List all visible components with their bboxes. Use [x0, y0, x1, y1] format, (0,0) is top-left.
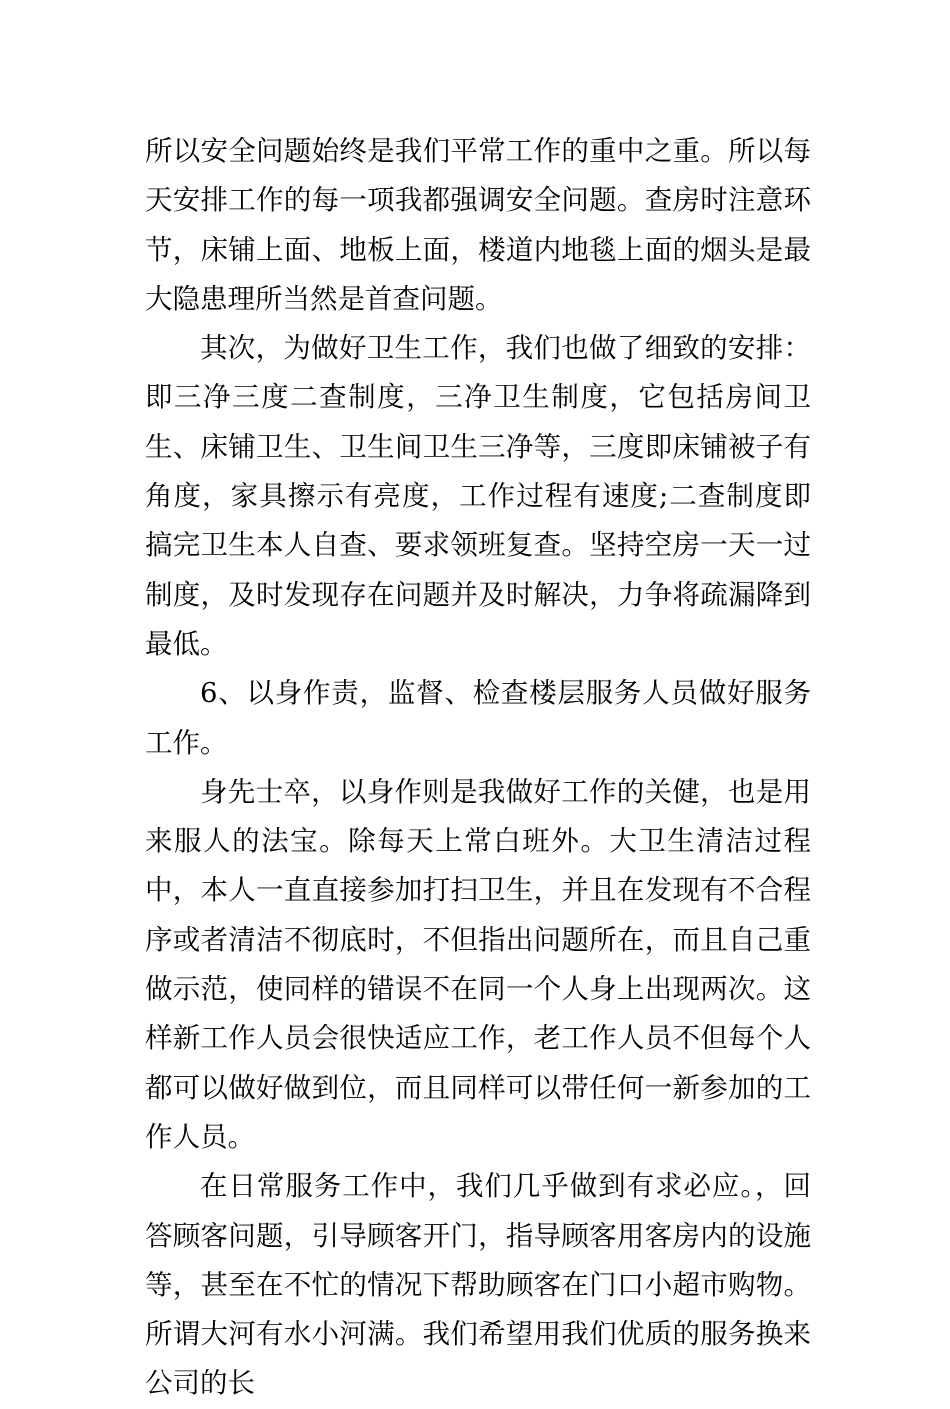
- document-body: [145, 127, 811, 1409]
- paragraph-hygiene-system: 其次，为做好卫生工作，我们也做了细致的安排：即三净三度二查制度，三净卫生制度，它包括房间卫生、床铺卫生、卫生间卫生三净等，三度即床铺被子有角度，家具擦示有亮度，工作过程有速度;二查制度即搞完卫生本人自查、要求领班复查。坚持空房一天一过制度，及时发现存在问题并及时解决，力争将疏漏降到最低。: [145, 332, 811, 660]
- paragraph-item-6-heading: 6、以身作责，监督、检查楼层服务人员做好服务工作。: [145, 677, 811, 759]
- paragraph-lead-by-example: 身先士卒，以身作则是我做好工作的关健，也是用来服人的法宝。除每天上常白班外。大卫生清洁过程中，本人一直直接参加打扫卫生，并且在发现有不合程序或者清洁不彻底时，不但指出问题所在，而且自己重做示范，使同样的错误不在同一个人身上出现两次。这样新工作人员会很快适应工作，老工作人员不但每个人都可以做好做到位，而且同样可以带任何一新参加的工作人员。: [145, 775, 811, 1153]
- paragraph-daily-service: 在日常服务工作中，我们几乎做到有求必应。，回答顾客问题，引导顾客开门，指导顾客用客房内的设施等，甚至在不忙的情况下帮助顾客在门口小超市购物。所谓大河有水小河满。我们希望用我们优质的服务换来公司的长: [145, 1170, 811, 1400]
- paragraph-safety-continued: 所以安全问题始终是我们平常工作的重中之重。所以每天安排工作的每一项我都强调安全问题。查房时注意环节，床铺上面、地板上面，楼道内地毯上面的烟头是最大隐患理所当然是首查问题。: [145, 135, 811, 315]
